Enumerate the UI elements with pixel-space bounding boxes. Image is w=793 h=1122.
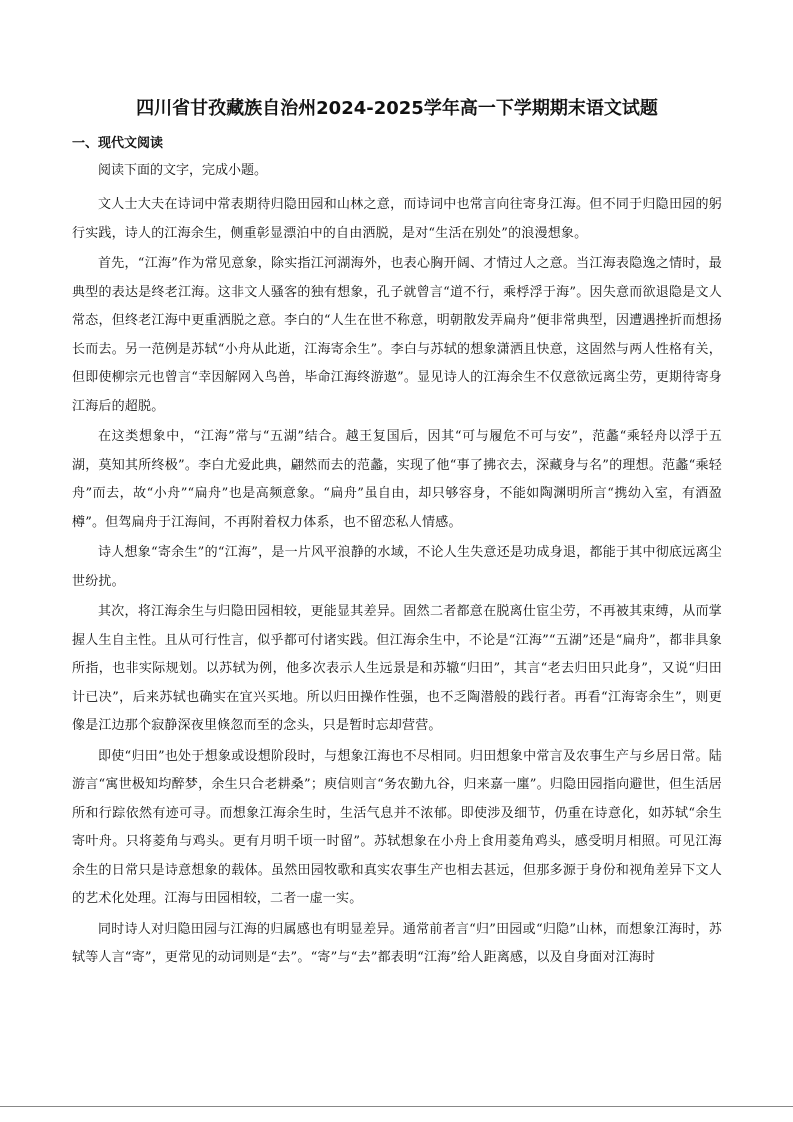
paragraph-4: 诗人想象“寄余生”的“江海”，是一片风平浪静的水域，不论人生失意还是功成身退，都能于其中彻底远离尘世纷扰。: [72, 545, 722, 589]
paragraph-3: 在这类想象中，“江海”常与“五湖”结合。越王复国后，因其“可与履危不可与安”，范蠡“乘轻舟以浮于五湖，莫知其所终极”。李白尤爱此典，翩然而去的范蠡，实现了他“事了拂衣去，深藏身与名”的理想。范蠡“乘轻舟”而去，故“小舟”“扁舟”也是高频意象。“扁舟”虽自由，却只够容身，不能如陶渊明所言“携幼入室，有酒盈樽”。但驾扁舟于江海间，不再附着权力体系，也不留恋私人情感。: [72, 429, 722, 530]
document-page: [72, 96, 722, 975]
paragraph-1: 文人士大夫在诗词中常表期待归隐田园和山林之意，而诗词中也常言向往寄身江海。但不同于归隐田园的躬行实践，诗人的江海余生，侧重彰显漂泊中的自由洒脱，是对“生活在别处”的浪漫想象。: [72, 197, 722, 241]
section-heading: 一、现代文阅读: [72, 136, 164, 151]
page-title: 四川省甘孜藏族自治州2024-2025学年高一下学期期末语文试题: [136, 98, 658, 119]
paragraph-6: 即使“归田”也处于想象或设想阶段时，与想象江海也不尽相同。归田想象中常言及农事生产与乡居日常。陆游言“寓世极知均醉梦，余生只合老耕桑”；庾信则言“务农勤九谷，归来嘉一廛”。归隐田园指向避世，但生活居所和行踪依然有迹可寻。而想象江海余生时，生活气息并不浓郁。即使涉及细节，仍重在诗意化，如苏轼“余生寄叶舟。只将菱角与鸡头。更有月明千顷一时留”。苏轼想象在小舟上食用菱角鸡头，感受明月相照。可见江海余生的日常只是诗意想象的载体。虽然田园牧歌和真实农事生产也相去甚远，但那多源于身份和视角差异下文人的艺术化处理。江海与田园相较，二者一虚一实。: [72, 748, 722, 906]
page-bottom-divider: [0, 1106, 793, 1107]
instruction-text: 阅读下面的文字，完成小题。: [98, 163, 268, 178]
paragraph-5: 其次，将江海余生与归隐田园相较，更能显其差异。固然二者都意在脱离仕宦尘劳，不再被其束缚，从而掌握人生自主性。且从可行性言，似乎都可付诸实践。但江海余生中，不论是“江海”“五湖”还是“扁舟”，都非具象所指，也非实际规划。以苏轼为例，他多次表示人生远景是和苏辙“归田”，其言“老去归田只此身”，又说“归田计已决”，后来苏轼也确实在宜兴买地。所以归田操作性强，也不乏陶潜般的践行者。再看“江海寄余生”，则更像是江边那个寂静深夜里倏忽而至的念头，只是暂时忘却营营。: [72, 604, 722, 733]
paragraph-7: 同时诗人对归隐田园与江海的归属感也有明显差异。通常前者言“归”田园或“归隐”山林，而想象江海时，苏轼等人言“寄”，更常见的动词则是“去”。“寄”与“去”都表明“江海”给人距离感，以及自身面对江海时: [72, 921, 722, 965]
paragraph-2: 首先，“江海”作为常见意象，除实指江河湖海外，也表心胸开阔、才情过人之意。当江海表隐逸之情时，最典型的表达是终老江海。这非文人骚客的独有想象，孔子就曾言“道不行，乘桴浮于海”。因失意而欲退隐是文人常态，但终老江海中更重洒脱之意。李白的“人生在世不称意，明朝散发弄扁舟”便非常典型，因遭遇挫折而想扬长而去。另一范例是苏轼“小舟从此逝，江海寄余生”。李白与苏轼的想象潇洒且快意，这固然与两人性格有关，但即使柳宗元也曾言“幸因解网入鸟兽，毕命江海终游遨”。显见诗人的江海余生不仅意欲远离尘劳，更期待寄身江海后的超脱。: [72, 256, 722, 414]
